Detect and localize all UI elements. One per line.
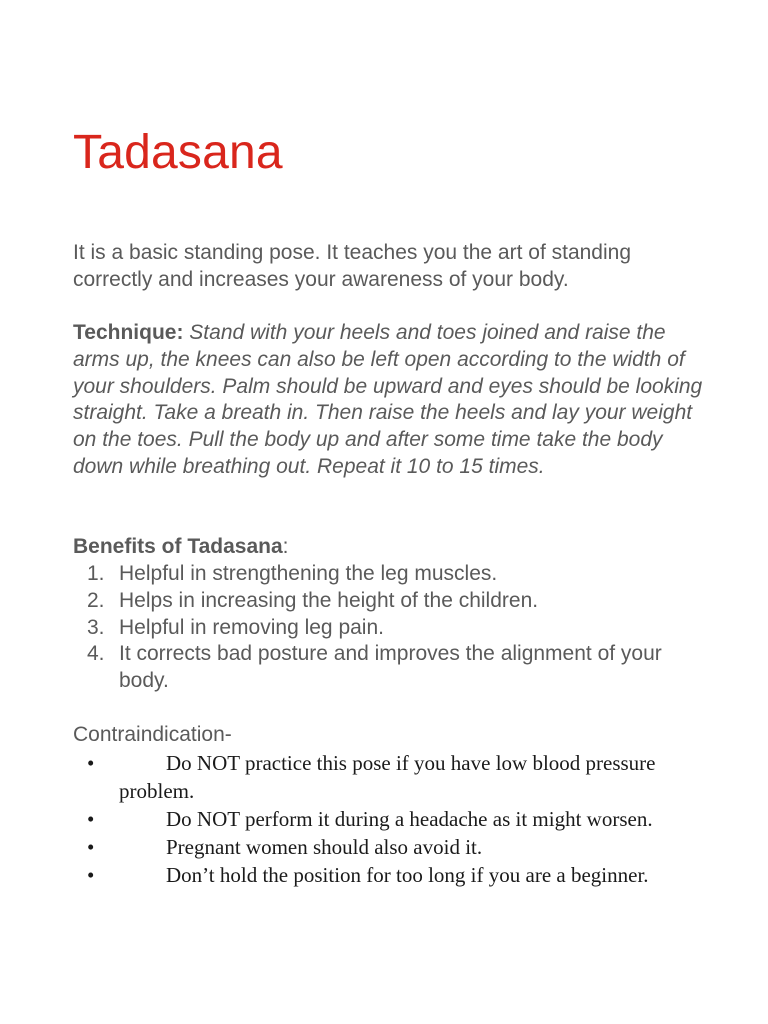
bullet-icon: • — [87, 751, 95, 775]
list-item-text: It corrects bad posture and improves the alignment of your body. — [119, 642, 662, 693]
technique-label: Technique: — [73, 321, 184, 344]
list-item-number: 2. — [87, 588, 105, 612]
list-item-text: Helpful in strengthening the leg muscles. — [119, 562, 498, 585]
list-item-text: Helpful in removing leg pain. — [119, 615, 384, 639]
list-item — [73, 834, 673, 862]
list-item-number: 3. — [87, 615, 105, 639]
list-item — [73, 641, 703, 695]
list-item — [73, 750, 673, 805]
list-item-text: Do NOT perform it during a headache as it might worsen. — [166, 806, 653, 831]
list-item — [73, 806, 673, 834]
list-item-number: 1. — [87, 562, 105, 585]
list-item — [73, 561, 703, 588]
benefits-heading — [73, 534, 289, 561]
list-item-text: Don’t hold the position for too long if you are a beginner. — [166, 862, 649, 887]
benefits-heading-text: Benefits of Tadasana — [73, 535, 283, 558]
page-title: Tadasana — [73, 126, 283, 179]
contraindication-list — [73, 750, 673, 890]
list-item-number: 4. — [87, 642, 105, 666]
bullet-icon: • — [87, 834, 95, 859]
list-item — [73, 862, 673, 890]
list-item-text: Pregnant women should also avoid it. — [166, 834, 483, 859]
contraindication-heading: Contraindication- — [73, 723, 232, 746]
bullet-icon: • — [87, 862, 95, 887]
list-item — [73, 615, 703, 642]
benefits-list — [73, 561, 703, 695]
list-item — [73, 588, 703, 615]
bullet-icon: • — [87, 806, 95, 831]
benefits-heading-colon: : — [282, 535, 289, 558]
list-item-text: Do NOT practice this pose if you have low blood pressure problem. — [119, 751, 656, 803]
list-item-text: Helps in increasing the height of the children. — [119, 588, 539, 612]
technique-paragraph — [73, 320, 703, 481]
technique-text: Stand with your heels and toes joined and raise the arms up, the knees can also be left open according to the width of your shoulders. Palm should be upward and eyes should be looking straight. Take a breath in. Then raise the heels and lay your weight on the toes. Pull the body up and after some time take the body down while breathing out. Repeat it 10 to 15 times. — [73, 321, 703, 478]
intro-paragraph: It is a basic standing pose. It teaches you the art of standing correctly and increases your awareness of your body. — [73, 241, 632, 291]
